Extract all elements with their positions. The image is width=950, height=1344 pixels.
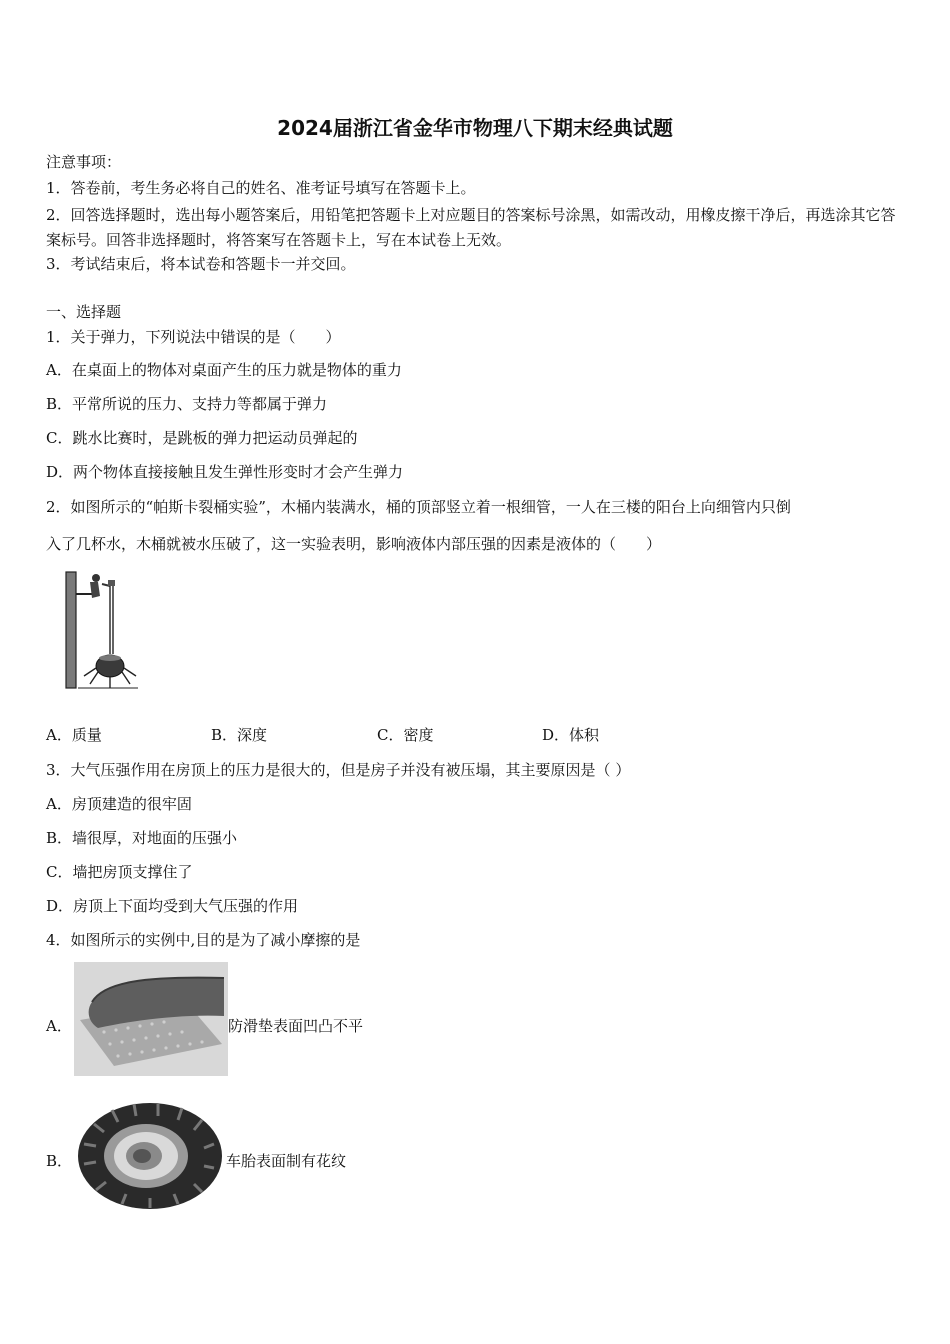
notice-heading: 注意事项： <box>46 153 122 171</box>
notice-item-3: 3．考试结束后，将本试卷和答题卡一并交回。 <box>46 255 356 273</box>
q3-option-c: C．墙把房顶支撑住了 <box>46 863 193 881</box>
q1-option-c: C．跳水比赛时，是跳板的弹力把运动员弹起的 <box>46 429 358 447</box>
q4-stem: 4．如图所示的实例中,目的是为了减小摩擦的是 <box>46 931 361 949</box>
q3-stem: 3．大气压强作用在房顶上的压力是很大的，但是房子并没有被压塌，其主要原因是（ ） <box>46 761 631 779</box>
notice-item-1: 1．答卷前，考生务必将自己的姓名、准考证号填写在答题卡上。 <box>46 179 476 197</box>
section-title: 一、选择题 <box>46 303 122 321</box>
pascal-barrel-figure <box>62 568 138 692</box>
q2-option-c: C．密度 <box>377 726 434 744</box>
q2-option-b: B．深度 <box>211 726 268 744</box>
tyre-figure <box>74 1100 226 1212</box>
q4-option-b-label: B． <box>46 1152 73 1170</box>
q4-option-a-label: A． <box>46 1017 72 1035</box>
notice-item-2: 2．回答选择题时，选出每小题答案后，用铅笔把答题卡上对应题目的答案标号涂黑，如需改动，用橡皮擦干净后，再选涂其它答案标号。回答非选择题时，将答案写在答题卡上，写在本试卷上无效。 <box>46 206 896 249</box>
q3-option-b: B．墙很厚，对地面的压强小 <box>46 829 238 847</box>
q2-stem-line1: 2．如图所示的“帕斯卡裂桶实验”，木桶内装满水，桶的顶部竖立着一根细管，一人在三楼的阳台上向细管内只倒 <box>46 498 791 516</box>
page-title: 2024届浙江省金华市物理八下期末经典试题 <box>277 116 673 140</box>
q3-option-d: D．房顶上下面均受到大气压强的作用 <box>46 897 299 915</box>
q2-option-d: D．体积 <box>542 726 600 744</box>
q1-stem: 1．关于弹力，下列说法中错误的是（ ） <box>46 328 341 346</box>
q1-option-b: B．平常所说的压力、支持力等都属于弹力 <box>46 395 328 413</box>
q2-option-a: A．质量 <box>46 726 102 744</box>
anti-slip-mat-figure <box>74 962 228 1076</box>
q4-option-b-text: 车胎表面制有花纹 <box>226 1152 347 1170</box>
q2-stem-line2: 入了几杯水，木桶就被水压破了，这一实验表明，影响液体内部压强的因素是液体的（ ） <box>46 535 662 553</box>
q1-option-a: A．在桌面上的物体对桌面产生的压力就是物体的重力 <box>46 361 402 379</box>
q1-option-d: D．两个物体直接接触且发生弹性形变时才会产生弹力 <box>46 463 404 481</box>
q3-option-a: A．房顶建造的很牢固 <box>46 795 192 813</box>
q4-option-a-text: 防滑垫表面凹凸不平 <box>228 1017 364 1035</box>
q2-options <box>46 724 746 746</box>
